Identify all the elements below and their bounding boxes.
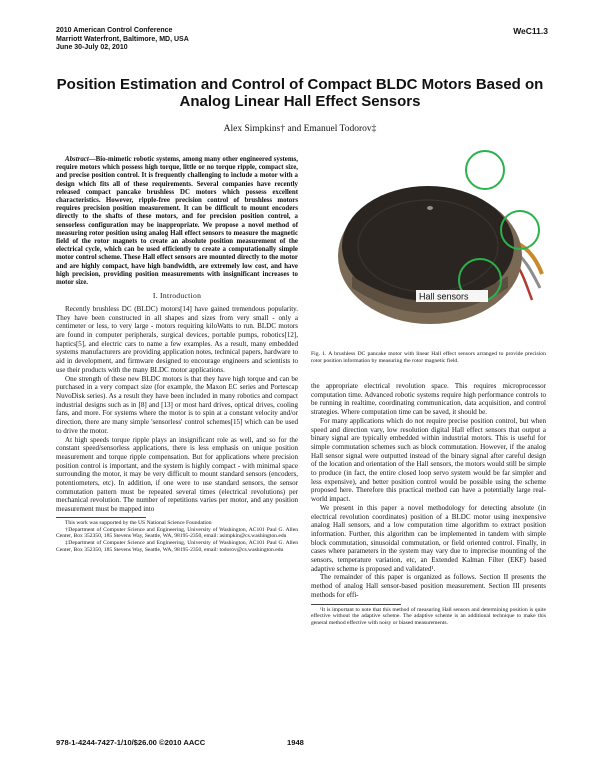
body-paragraph: For many applications which do not require precise position control, but when speed and direction vary, low resolution digital Hall effect sensors that output a binary signal are typically embedded within industrial motors. This is useful for simple commutation schemes such as block commutation. However, if the analog Hall sensor signal were outputted instead of the binary signal after careful design of the location and orientation of the Hall sensors, the motors would still be simple to produce (in fact, the entire closed loop servo system would be far simpler and less expensive), and better position control would be possible using the scheme proposed here. Therefore this practical method can have a potentially large real-world impact.	[311, 416, 546, 504]
left-column	[56, 156, 298, 554]
author-list: Alex Simpkins† and Emanuel Todorov‡	[223, 124, 377, 134]
abstract-text: —Bio-mimetic robotic systems, among many other engineered systems, require motors which possess high torque, little or no torque ripple, compact size, and precise position control. It is frequently challenging to include a motor with a design which fits all of these requirements. Several companies have recently released compact pancake brushless DC motors which possess excellent characteristics. However, ripple-free precision control of brushless motors requires precision position measurement. It can be difficult to mount encoders directly to the shafts of these motors, and for precision position control, a sensorless configuration may be inappropriate. We propose a novel method of measuring rotor position using analog Hall effect sensors to measure the magnetic field of the rotor magnets to create an absolute position measurement of the electrical cycle, which can be used efficiently to create a computationally simple motor control scheme. These Hall effect sensors are mounted directly to the motor and are highly compact, have high bandwidth, are extremely low cost, and have high precision, providing position measurements with insignificant increases to motor size.	[56, 156, 298, 287]
body-paragraph: The remainder of this paper is organized as follows. Section II presents the method of analog Hall sensor-based position measurement. Section III presents methods for effi-	[311, 573, 546, 599]
body-paragraph: Recently brushless DC (BLDC) motors[14] have gained tremendous popularity. They have been constructed in all shapes and sizes from very small - only a centimeter or less, to very large - motors requiring kiloWatts to run. BLDC motors are found in computer peripherals, surgical devices, portable pumps, robotics[12], haptics[5], and electric cars to name a few examples. As a result, many embedded systems manufacturers are providing application notes, technical papers, hardware to aid in development, and firmware designed to encourage engineers and scientists to use their products with the many BLDC motor applications.	[56, 304, 298, 374]
session-code: WeC11.3	[513, 26, 548, 36]
right-column	[311, 382, 546, 627]
footnote: †Department of Computer Science and Engineering, University of Washington, AC101 Paul G. Allen Center, Box 352350, 185 Stevens Way, Seattle, WA, 98195-2350, email: asimpkin@cs.washington.edu	[56, 526, 298, 540]
hall-sensors-label: Hall sensors	[419, 291, 469, 302]
footnote: ‡Department of Computer Science and Engineering, University of Washington, AC101 Paul G. Allen Center, Box 352350, 185 Stevens Way, Seattle, WA, 98195-2350, email: todorov@cs.washington.edu	[56, 540, 298, 554]
abstract	[56, 156, 298, 287]
isbn-footer: 978-1-4244-7427-1/10/$26.00 ©2010 AACC	[56, 738, 206, 747]
motor-photo	[312, 148, 546, 348]
section-heading: I. Introduction	[152, 291, 202, 301]
conference-line: 2010 American Control Conference	[56, 27, 173, 34]
footnote: This work was supported by the US National Science Foundation	[65, 519, 212, 526]
footnote-divider	[56, 517, 146, 518]
conference-line: Marriott Waterfront, Baltimore, MD, USA	[56, 35, 189, 43]
body-paragraph: One strength of these new BLDC motors is that they have high torque and can be purchased in a very compact size (for example, the Maxon EC series and Portescap NuvoDisk series). As a result they have been included in many robotics and compact industrial designs such as in [8] and [13] or most hard drives, optical drives, cooling fans, and more. For systems where the motor is to spin at a constant velocity and/or direction, there are many simple 'sensorless' control schemes[15] which can be used to drive the motor.	[56, 374, 298, 435]
motor-hub	[427, 206, 433, 210]
body-paragraph: the appropriate electrical revolution space. This requires microprocessor computation time. Advanced robotic systems require high performance controls to be running in realtime, coordinating communication, data acquisition, and control strategies. Where computation time can be saved, it should be.	[311, 382, 546, 417]
body-paragraph: We present in this paper a novel methodology for detecting absolute (in electrical revolution coordinates) position of a BLDC motor using inexpensive analog Hall sensors, and a low computation time algorithm to extract position information. Further, this algorithm can be implemented in tandem with simple block commutation, sinusoidal commutation, or field oriented control. Finally, in cases where parameters in the system may vary due to imprecise mounting of the sensors, temperature variation, etc, an Extended Kalman Filter (EKF) based adaptive scheme is proposed and validated¹.	[311, 503, 546, 573]
footnote-divider	[311, 604, 401, 605]
footnote: ¹It is important to note that this method of measuring Hall sensors and determining position is quite effective without the adaptive scheme. The adaptive scheme is an additional technique to make this general method effective with noisy or biased measurements.	[311, 606, 546, 627]
abstract-label: Abstract	[65, 156, 89, 163]
conference-header	[56, 27, 189, 53]
body-paragraph: At high speeds torque ripple plays an insignificant role as well, and so for the constant speed/sensorless applications, there is less emphasis on unique position measurement and torque ripple compensation. But for applications where precision position control is important, and the system is highly compact - with minimal space surrounding the motor, it may be very difficult to mount standard sensors (encoders, potentiometers, etc). In addition, if one were to use standard sensors, the sensor commutation pattern must be repeated several times (electrical revolutions) per mechanical revolution. The number of repetitions varies per motor, and any position measurement must be mapped into	[56, 435, 298, 514]
conference-line: June 30-July 02, 2010	[56, 44, 128, 51]
page-number: 1948	[287, 738, 304, 747]
paper-title: Position Estimation and Control of Compact BLDC Motors Based on Analog Linear Hall Effect Sensors	[56, 76, 544, 110]
figure-caption: Fig. 1. A brushless DC pancake motor with linear Hall effect sensors arranged to provide precision rotor position information by measuring the rotor magnetic field.	[311, 351, 546, 364]
